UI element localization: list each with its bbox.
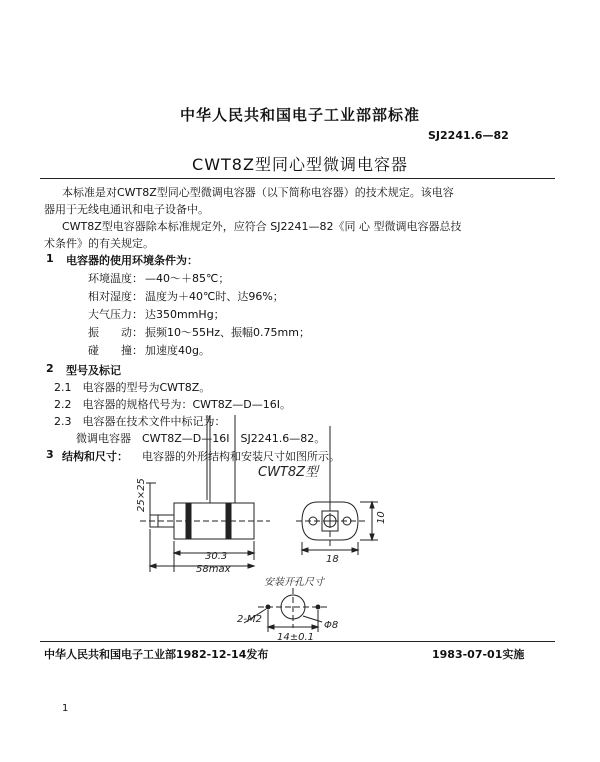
page-number: 1: [62, 703, 69, 714]
hole-pattern-title: 安装开孔尺寸: [264, 577, 324, 588]
env-label: 环境温度：: [88, 272, 143, 285]
section-1-heading: 电容器的使用环境条件为：: [66, 254, 198, 267]
clause-2-1: 2.1 电容器的型号为CWT8Z。: [54, 381, 211, 394]
dim-flange-height: 10: [376, 511, 387, 524]
section-3-heading: 结构和尺寸：: [62, 450, 128, 463]
env-label: 振 动：: [88, 326, 143, 339]
document-title: CWT8Z型同心型微调电容器: [192, 155, 408, 174]
ministry-header: 中华人民共和国电子工业部部标准: [179, 106, 420, 124]
intro-line-2: 器用于无线电通讯和电子设备中。: [44, 203, 209, 216]
dim-flange-width: 18: [326, 554, 339, 565]
dim-body: 30.3: [205, 551, 228, 562]
clause-2-3: 2.3 电容器在技术文件中标记为：: [54, 415, 226, 428]
env-value: 振频10～55Hz、振幅0.75mm；: [145, 326, 310, 339]
clause-2-2: 2.2 电容器的规格代号为：CWT8Z—D—16I。: [54, 398, 292, 411]
marking-example: 微调电容器 CWT8Z—D—16I SJ2241.6—82。: [76, 432, 326, 445]
section-3-number: 3: [46, 448, 54, 461]
model-label: CWT8Z型: [258, 465, 319, 480]
env-value: —40～＋85℃；: [145, 272, 230, 285]
issue-info: 中华人民共和国电子工业部1982-12-14发布: [44, 648, 269, 661]
section-1-number: 1: [46, 252, 54, 265]
section-2-heading: 型号及标记: [66, 364, 121, 377]
standard-number: SJ2241.6—82: [428, 129, 509, 142]
env-value: 达350mmHg；: [145, 308, 225, 321]
section-2-number: 2: [46, 362, 54, 375]
section-3-text: 电容器的外形结构和安装尺寸如图所示。: [142, 450, 340, 463]
intro-line-4: 术条件》的有关规定。: [44, 237, 154, 250]
hole-count: 2-M2: [237, 614, 262, 625]
env-value: 加速度40g。: [145, 344, 210, 357]
env-label: 碰 撞：: [88, 344, 143, 357]
footer-rule: [40, 641, 555, 642]
effective-date: 1983-07-01实施: [432, 648, 525, 661]
hole-spacing: 14±0.1: [277, 632, 315, 643]
intro-line-1: 本标准是对CWT8Z型同心型微调电容器（以下简称电容器）的技术规定。该电容: [62, 186, 454, 199]
env-label: 相对湿度：: [88, 290, 143, 303]
dim-height: 25×25: [136, 478, 147, 512]
hole-diameter: Φ8: [324, 620, 339, 631]
env-label: 大气压力：: [88, 308, 143, 321]
env-value: 温度为＋40℃时、达96%；: [145, 290, 284, 303]
intro-line-3: CWT8Z型电容器除本标准规定外，应符合 SJ2241—82《同 心 型微调电容器总技: [62, 220, 462, 233]
dim-total: 58max: [196, 564, 231, 575]
